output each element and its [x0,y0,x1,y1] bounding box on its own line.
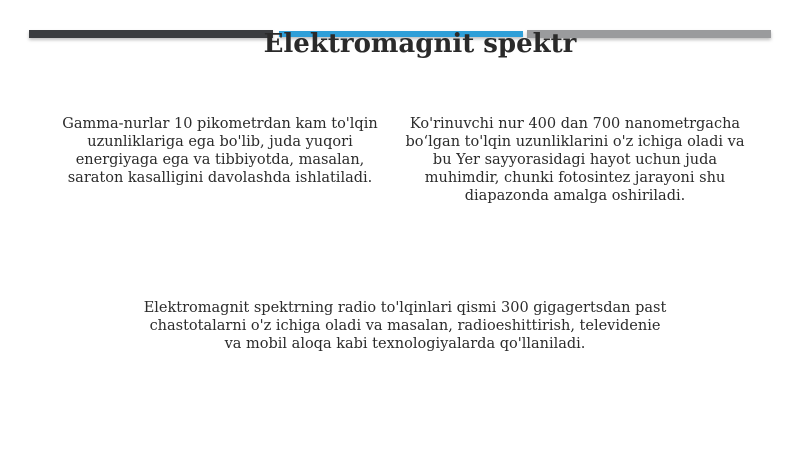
gamma-rays-paragraph: Gamma-nurlar 10 pikometrdan kam to'lqin uzunliklariga ega bo'lib, juda yuqori energiyaga ega va tibbiyotda, masalan, saraton kasalligini davolashda ishlatiladi. [62,116,378,186]
slide-title: Elektromagnit spektr [263,29,577,59]
radio-waves-paragraph: Elektromagnit spektrning radio to'lqinlari qismi 300 gigagertsdan past chastotalarni o'z ichiga oladi va masalan, radioeshittirish, televidenie va mobil aloqa kabi texnologiyalarda qo'llaniladi. [143,300,667,352]
visible-light-paragraph: Ko'rinuvchi nur 400 dan 700 nanometrgacha boʻlgan to'lqin uzunliklarini o'z ichiga oladi va bu Yer sayyorasidagi hayot uchun juda muhimdir, chunki fotosintez jarayoni shu diapazonda amalga oshiriladi. [405,116,745,204]
